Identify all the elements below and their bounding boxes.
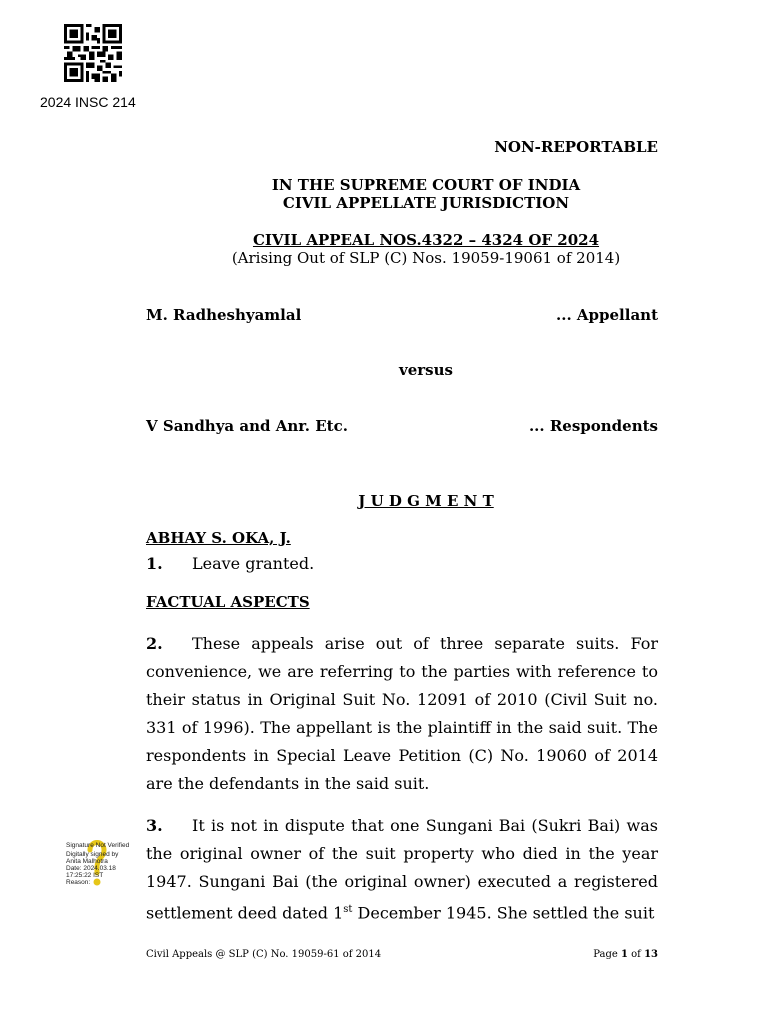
respondent-role: ... Respondents	[528, 417, 658, 435]
paragraph-2: 2. These appeals arise out of three separate suits. For convenience, we are referring to the parties with reference to their status in Original Suit No. 12091 of 2010 (Civil Suit no. 331 of 1996). The appellant is the plaintiff in the said suit. The respondents in Special Leave Petition (C) No. 19060 of 2014 are the defendants in the said suit.	[146, 634, 658, 793]
qr-code	[62, 24, 124, 82]
footer-case-ref: Civil Appeals @ SLP (C) No. 19059-61 of 2014	[146, 949, 382, 960]
paragraph-1: 1. Leave granted.	[146, 554, 315, 573]
case-subtitle: (Arising Out of SLP (C) Nos. 19059-19061 of 2014)	[231, 249, 621, 267]
signature-block: Signature Not Verified Digitally signed by Anita Malhotra Date: 2024.03.18 17:25:22 IST Reason:	[66, 842, 130, 886]
court-name: IN THE SUPREME COURT OF INDIA	[271, 176, 581, 194]
judgment-heading: J U D G M E N T	[358, 492, 494, 510]
paragraph-3: 3. It is not in dispute that one Sungani Bai (Sukri Bai) was the original owner of the suit property who died in the year 1947. Sungani Bai (the original owner) executed a registered settlement deed dated 1st December 1945. She settled the suit	[146, 816, 658, 923]
jurisdiction: CIVIL APPELLATE JURISDICTION	[282, 194, 570, 212]
appellant-name: M. Radheshyamlal	[146, 306, 302, 324]
reportable-label: NON-REPORTABLE	[494, 138, 658, 156]
judge-name: ABHAY S. OKA, J.	[146, 529, 291, 547]
respondent-name: V Sandhya and Anr. Etc.	[146, 417, 348, 435]
case-title: CIVIL APPEAL NOS.4322 – 4324 OF 2024	[252, 231, 600, 249]
citation: 2024 INSC 214	[40, 94, 136, 110]
page-number: Page 1 of 13	[593, 949, 658, 960]
appellant-role: ... Appellant	[556, 306, 658, 324]
section-heading: FACTUAL ASPECTS	[146, 593, 310, 611]
versus: versus	[399, 361, 453, 379]
